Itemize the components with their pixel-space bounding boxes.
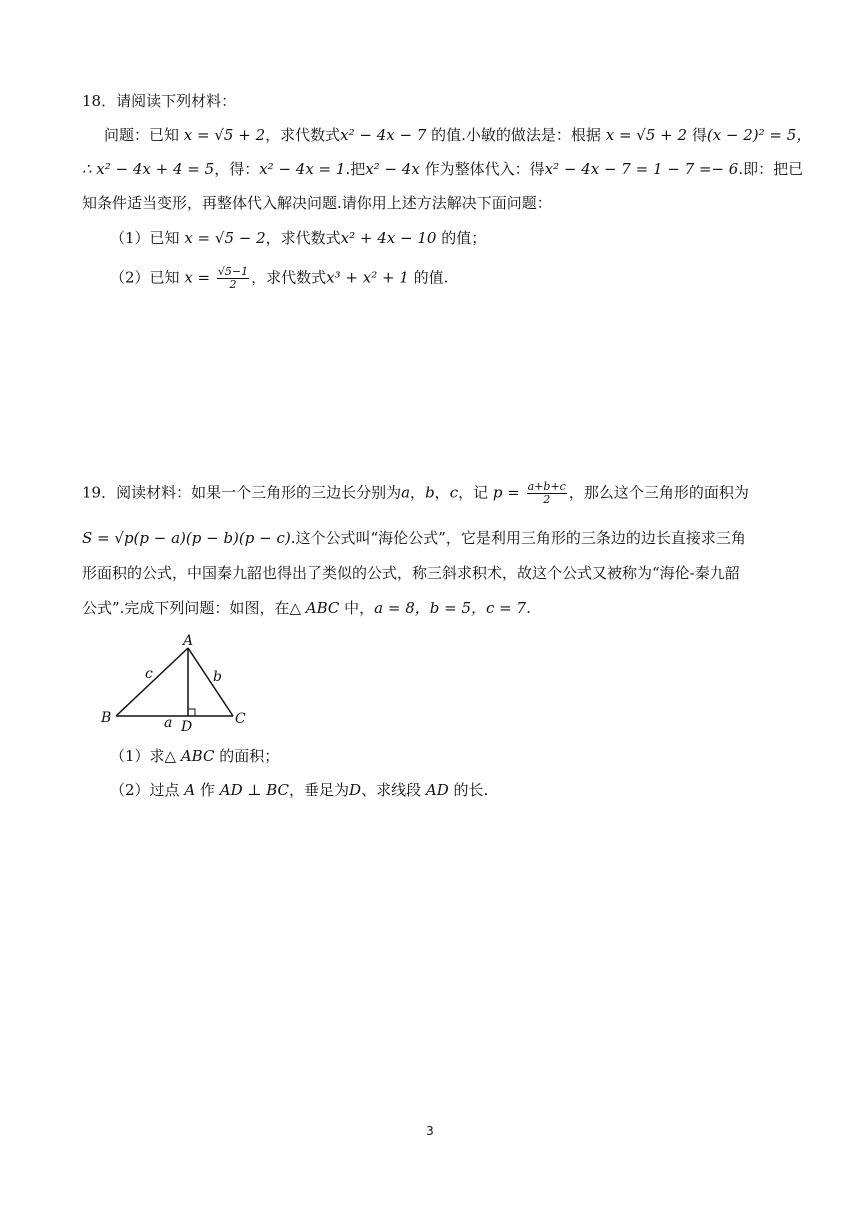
q19-part-2 bbox=[110, 779, 488, 801]
label-a-vertex: A bbox=[183, 633, 194, 649]
side-ac bbox=[188, 648, 233, 716]
text: .这个公式叫“海伦公式”，它是利用三角形的三条边的边长直接求三角 bbox=[290, 529, 746, 547]
q19-line-3: 形面积的公式，中国秦九韶也得出了类似的公式，称三斜求积术，故这个公式又被称为“海伦-秦九韶 bbox=[82, 564, 740, 582]
math: x = √5 − 2 bbox=[184, 229, 266, 247]
text: 中， bbox=[344, 599, 375, 617]
text: ，记 bbox=[458, 483, 489, 502]
math: p = bbox=[492, 483, 520, 502]
text: . bbox=[526, 599, 531, 617]
fraction-numerator: √5−1 bbox=[217, 265, 249, 278]
math: AD bbox=[425, 781, 449, 799]
math: x² + 4x − 10 bbox=[340, 229, 437, 247]
triangle-figure bbox=[97, 632, 267, 732]
text: （1）求 bbox=[110, 747, 165, 765]
q19-line-4 bbox=[82, 597, 531, 619]
math: x = bbox=[184, 268, 211, 287]
math: c bbox=[449, 483, 459, 502]
fraction-denominator: 2 bbox=[229, 278, 237, 291]
q18-part-2 bbox=[110, 266, 448, 291]
label-side-c: c bbox=[145, 666, 153, 682]
math: x = √5 + 2 bbox=[605, 126, 688, 144]
q18-line-1 bbox=[104, 124, 811, 146]
text: 的面积； bbox=[219, 747, 280, 765]
label-c-vertex: C bbox=[235, 711, 246, 727]
math: b bbox=[425, 483, 435, 502]
text: 得 bbox=[691, 126, 707, 144]
page-number: 3 bbox=[426, 1124, 434, 1138]
label-side-a: a bbox=[164, 715, 173, 731]
text: 问题：已知 bbox=[104, 126, 180, 144]
q18-number: 18． bbox=[82, 92, 117, 110]
text: ，垂足为 bbox=[289, 781, 350, 799]
math: a bbox=[401, 483, 411, 502]
fraction-denominator: 2 bbox=[543, 493, 551, 506]
math: x = √5 + 2 bbox=[183, 126, 266, 144]
text: .即：把已 bbox=[738, 160, 804, 178]
text: 、求线段 bbox=[361, 781, 422, 799]
q18-part-1 bbox=[110, 227, 486, 249]
right-angle-mark bbox=[188, 709, 195, 716]
text: ，求代数式 bbox=[265, 229, 341, 247]
math: △ ABC bbox=[164, 747, 215, 765]
q18-heading bbox=[82, 90, 236, 112]
math: x³ + x² + 1 bbox=[326, 268, 409, 287]
math: D bbox=[349, 781, 362, 799]
math: A bbox=[184, 781, 196, 799]
side-ab bbox=[116, 648, 188, 716]
text: 的值； bbox=[441, 229, 487, 247]
q19-line-1 bbox=[82, 481, 749, 506]
text: 的值.小敏的做法是：根据 bbox=[431, 126, 601, 144]
q19-part-1 bbox=[110, 745, 279, 767]
q19-line-2 bbox=[82, 527, 746, 549]
fraction bbox=[527, 481, 567, 506]
label-d-point: D bbox=[181, 719, 193, 732]
text: 作 bbox=[199, 781, 215, 799]
text: 19．阅读材料：如果一个三角形的三边长分别为 bbox=[82, 483, 402, 502]
math: △ ABC bbox=[289, 599, 340, 617]
fraction-numerator: a+b+c bbox=[527, 480, 566, 493]
text: 的长. bbox=[453, 781, 489, 799]
q18-line-3: 知条件适当变形，再整体代入解决问题.请你用上述方法解决下面问题： bbox=[82, 194, 552, 212]
text: ，求代数式 bbox=[251, 268, 327, 287]
math: x² − 4x − 7 bbox=[340, 126, 427, 144]
label-b-vertex: B bbox=[101, 710, 112, 726]
text: （2）已知 bbox=[110, 268, 180, 287]
math: AD ⊥ BC bbox=[219, 781, 290, 799]
text: 公式”.完成下列问题：如图，在 bbox=[82, 599, 290, 617]
text: .把 bbox=[345, 160, 366, 178]
text: （1）已知 bbox=[110, 229, 180, 247]
math: a = 8，b = 5，c = 7 bbox=[374, 599, 527, 617]
text: 作为整体代入：得 bbox=[424, 160, 545, 178]
math: S = √p(p − a)(p − b)(p − c) bbox=[82, 529, 291, 547]
math: (x − 2)² = 5， bbox=[706, 126, 812, 144]
text: ，求代数式 bbox=[265, 126, 341, 144]
text: ，那么这个三角形的面积为 bbox=[568, 483, 749, 502]
math: x² − 4x bbox=[365, 160, 420, 178]
q18-line-2 bbox=[82, 158, 803, 180]
text: ， bbox=[434, 483, 450, 502]
text: ， bbox=[410, 483, 426, 502]
label-side-b: b bbox=[213, 669, 222, 685]
q18-title: 请阅读下列材料： bbox=[116, 92, 237, 110]
math: ∴ x² − 4x + 4 = 5 bbox=[82, 160, 215, 178]
math: x² − 4x − 7 = 1 − 7 =− 6 bbox=[544, 160, 739, 178]
math: x² − 4x = 1 bbox=[259, 160, 346, 178]
text: 的值. bbox=[413, 268, 449, 287]
fraction bbox=[217, 266, 249, 291]
text: ，得： bbox=[214, 160, 260, 178]
text: （2）过点 bbox=[110, 781, 180, 799]
